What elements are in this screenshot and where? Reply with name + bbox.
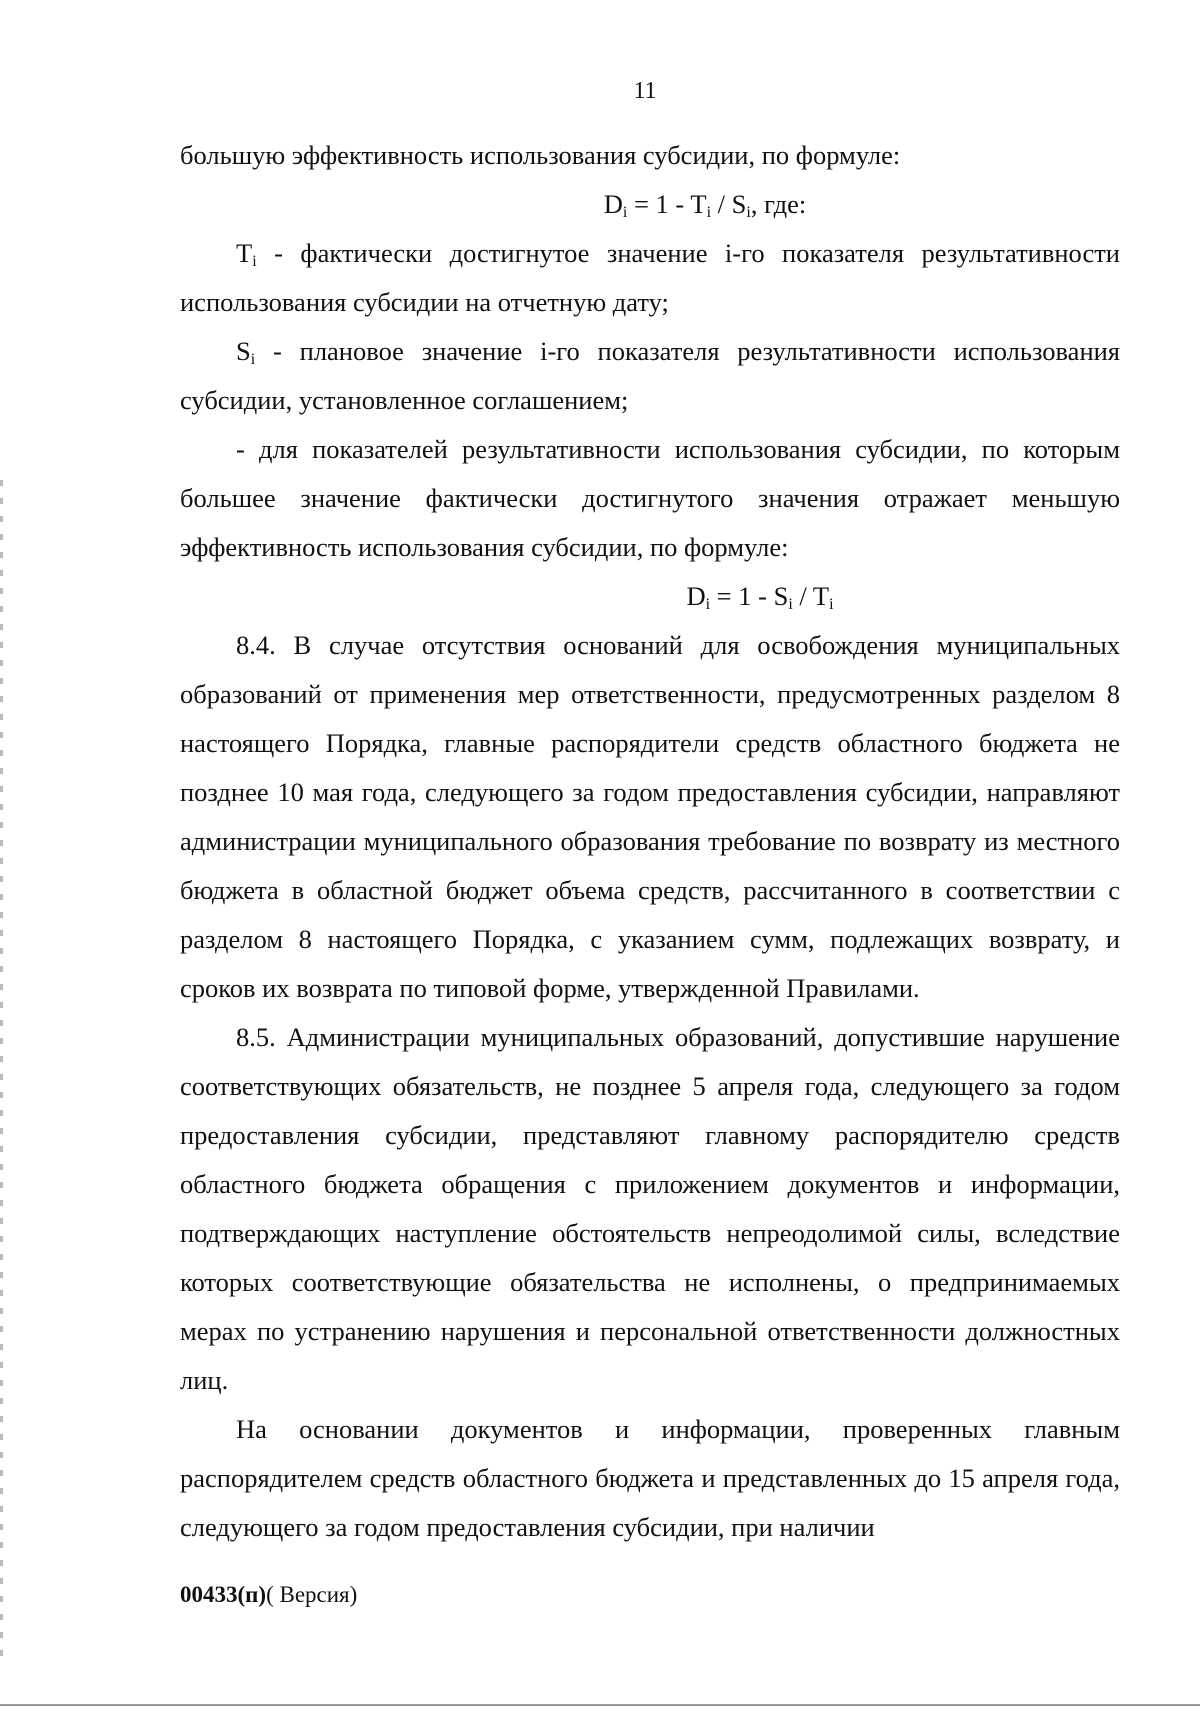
paragraph-inverse-indicators: - для показателей результативности использования субсидии, по которым большее значение фактически достигнутого значения отражает меньшую эффективность использования субсидии, по формуле: <box>180 434 1120 562</box>
scan-edge-marks <box>0 480 3 1660</box>
paragraph-basis: На основании документов и информации, проверенных главным распорядителем средств областного бюджета и представленных до 15 апреля года, следующего за годом предоставления субсидии, при наличии <box>180 1414 1120 1542</box>
definition-text: - фактически достигнутое значение i-го показателя результативности использования субсидии на отчетную дату; <box>180 238 1120 317</box>
document-body <box>180 131 1120 1552</box>
formula-subscript: i <box>746 204 751 221</box>
formula-part: / S <box>711 189 747 219</box>
variable-subscript: i <box>252 253 257 270</box>
paragraph-8-5: 8.5. Администрации муниципальных образований, допустившие нарушение соответствующих обязательств, не позднее 5 апреля года, следующего за годом предоставления субсидии, представляют главному распорядителю средств областного бюджета обращения с приложением документов и информации, подтверждающих наступление обстоятельств непреодолимой силы, вследствие которых соответствующие обязательства не исполнены, о предпринимаемых мерах по устранению нарушения и персональной ответственности должностных лиц. <box>180 1022 1120 1395</box>
scan-bottom-line <box>0 1704 1200 1706</box>
document-code: 00433(п) <box>180 1582 267 1607</box>
paragraph-ti-definition <box>180 229 1120 327</box>
page-number: 11 <box>633 78 657 104</box>
formula-subscript: i <box>829 596 834 613</box>
formula-subscript: i <box>788 596 793 613</box>
formula-di-1 <box>290 180 1120 229</box>
document-version: ( Версия) <box>266 1582 358 1607</box>
paragraph-intro: большую эффективность использования субсидии, по формуле: <box>180 140 901 170</box>
formula-part: , где: <box>750 189 807 219</box>
formula-symbol: D <box>603 189 623 219</box>
formula-symbol: D <box>686 581 706 611</box>
paragraph-8-4: 8.4. В случае отсутствия оснований для освобождения муниципальных образований от применения мер ответственности, предусмотренных разделом 8 настоящего Порядка, главные распорядители средств областного бюджета не позднее 10 мая года, следующего за годом предоставления субсидии, направляют администрации муниципального образования требование по возврату из местного бюджета в областной бюджет объема средств, рассчитанного в соответствии с разделом 8 настоящего Порядка, с указанием сумм, подлежащих возврату, и сроков их возврата по типовой форме, утвержденной Правилами. <box>180 630 1120 1003</box>
formula-subscript: i <box>622 204 628 221</box>
definition-text: - плановое значение i-го показателя результативности использования субсидии, установленное соглашением; <box>180 336 1120 415</box>
variable-subscript: i <box>250 351 256 368</box>
formula-part: = 1 - T <box>627 189 707 219</box>
formula-subscript: i <box>705 596 711 613</box>
variable-symbol: S <box>236 336 251 366</box>
document-footer <box>180 1580 357 1610</box>
formula-part: / T <box>792 581 830 611</box>
variable-symbol: T <box>236 238 253 268</box>
formula-di-2 <box>400 572 1120 621</box>
formula-part: = 1 - S <box>710 581 789 611</box>
formula-subscript: i <box>706 204 712 221</box>
paragraph-si-definition <box>180 327 1120 425</box>
